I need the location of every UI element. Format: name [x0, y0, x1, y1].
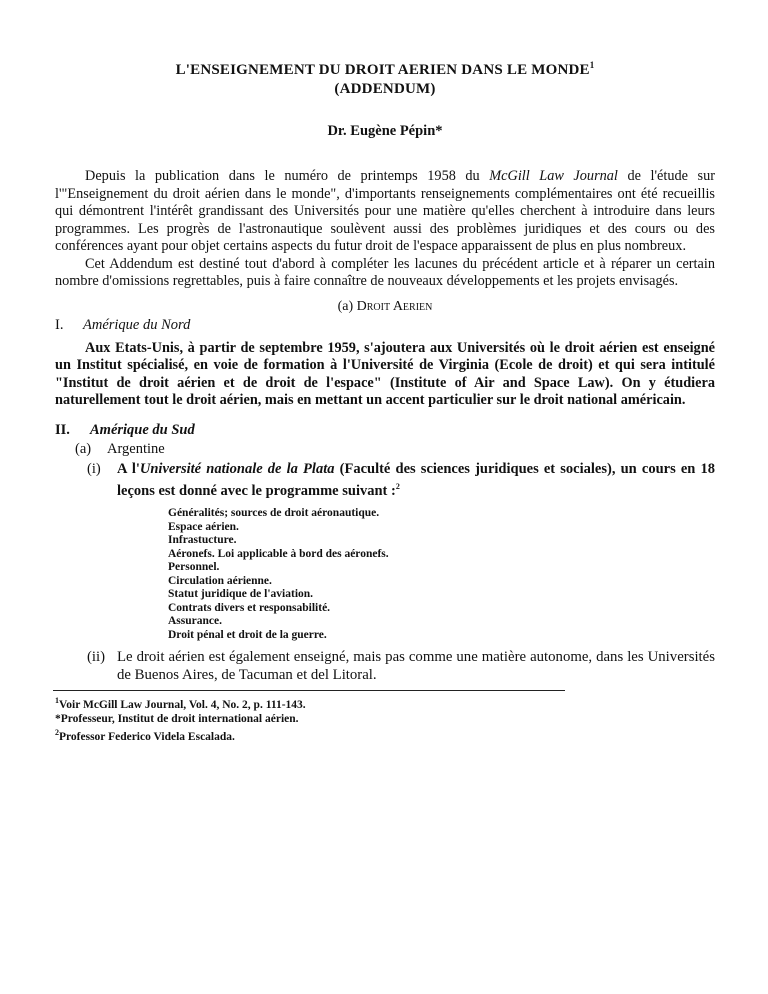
syllabus-item: Personnel.	[168, 561, 220, 574]
item-ii: (ii) Le droit aérien est également enseigné, mais pas comme une matière autonome, dans les Universités de Buenos Aires, de Tacuman et del Litoral.	[87, 649, 715, 684]
part-1-heading: I. Amérique du Nord	[55, 316, 191, 333]
title-footnote-mark: 1	[589, 60, 595, 70]
footnote-divider	[53, 690, 565, 691]
syllabus-item: Assurance.	[168, 615, 222, 628]
author-name: Dr. Eugène Pépin*	[327, 123, 443, 139]
syllabus-item: Droit pénal et droit de la guerre.	[168, 628, 327, 641]
item-i: (i) A l'Université nationale de la Plata (Faculté des sciences juridiques et sociales), un cours en 18 leçons est donné avec le programme suivant :$^2$	[87, 460, 716, 499]
title-line-1: L'ENSEIGNEMENT DU DROIT AERIEN DANS LE MONDE	[175, 62, 590, 78]
footnote-author: *Professeur, Institut de droit international aérien.	[55, 713, 299, 726]
syllabus-item: Statut juridique de l'aviation.	[168, 588, 314, 601]
title-line-2: (ADDENDUM)	[334, 81, 436, 97]
intro-paragraph-1: Depuis la publication dans le numéro de printemps 1958 du McGill Law Journal de l'étude sur l'"Enseignement du droit aérien dans le monde", d'importants renseignements complémentaires ont été recueillis qui démontrent l'intérêt grandissant des Universités pour une matière qu'elles cherchent à introduire dans leurs programmes. Les progrès de l'astronautique soulèvent aussi des problèmes juridiques et des cours ou des conférences ayant pour objet certains aspects du futur droit de l'espace apparaissent de plus en plus nombreux.	[55, 168, 715, 254]
journal-name: McGill Law Journal	[489, 168, 618, 184]
part-1-paragraph: Aux Etats-Unis, à partir de septembre 1959, s'ajoutera aux Universités où le droit aérien est enseigné un Institut spécialisé, en voie de formation à l'Université de Virginia (Ecole de droit) et qui sera intitulé "Institut de droit aérien et de droit de l'espace" (Institute of Air and Space Law). On y étudiera naturellement tout le droit aérien, mais en mettant un accent particulier sur le droit national américain.	[55, 339, 715, 408]
syllabus-item: Contrats divers et responsabilité.	[168, 601, 331, 614]
university-name: Université nationale de la Plata	[139, 460, 335, 477]
syllabus-item: Infrastucture.	[168, 534, 237, 547]
syllabus-item: Généralités; sources de droit aéronautique.	[168, 507, 380, 520]
footnote-2-mark: 2	[395, 481, 400, 491]
syllabus-list	[168, 507, 715, 642]
footnote-1: $^1$Voir McGill Law Journal, Vol. 4, No. 2, p. 111-143.	[55, 696, 306, 712]
syllabus-item: Aéronefs. Loi applicable à bord des aéronefs.	[168, 547, 389, 560]
section-a-heading: (a) Droit Aerien	[337, 298, 433, 314]
intro-paragraph-2: Cet Addendum est destiné tout d'abord à compléter les lacunes du précédent article et à réparer un certain nombre d'omissions regrettables, puis à faire connaître de nouveaux développements et les projets envisagés.	[55, 255, 715, 289]
syllabus-item: Circulation aérienne.	[168, 574, 272, 587]
footnotes	[55, 694, 715, 744]
part-2-heading: II. Amérique du Sud	[55, 421, 195, 438]
syllabus-item: Espace aérien.	[168, 520, 239, 533]
footnote-2: $^2$Professor Federico Videla Escalada.	[55, 728, 235, 743]
article-title	[55, 56, 715, 99]
page-content	[55, 56, 715, 744]
argentine-heading: (a) Argentine	[75, 440, 165, 457]
